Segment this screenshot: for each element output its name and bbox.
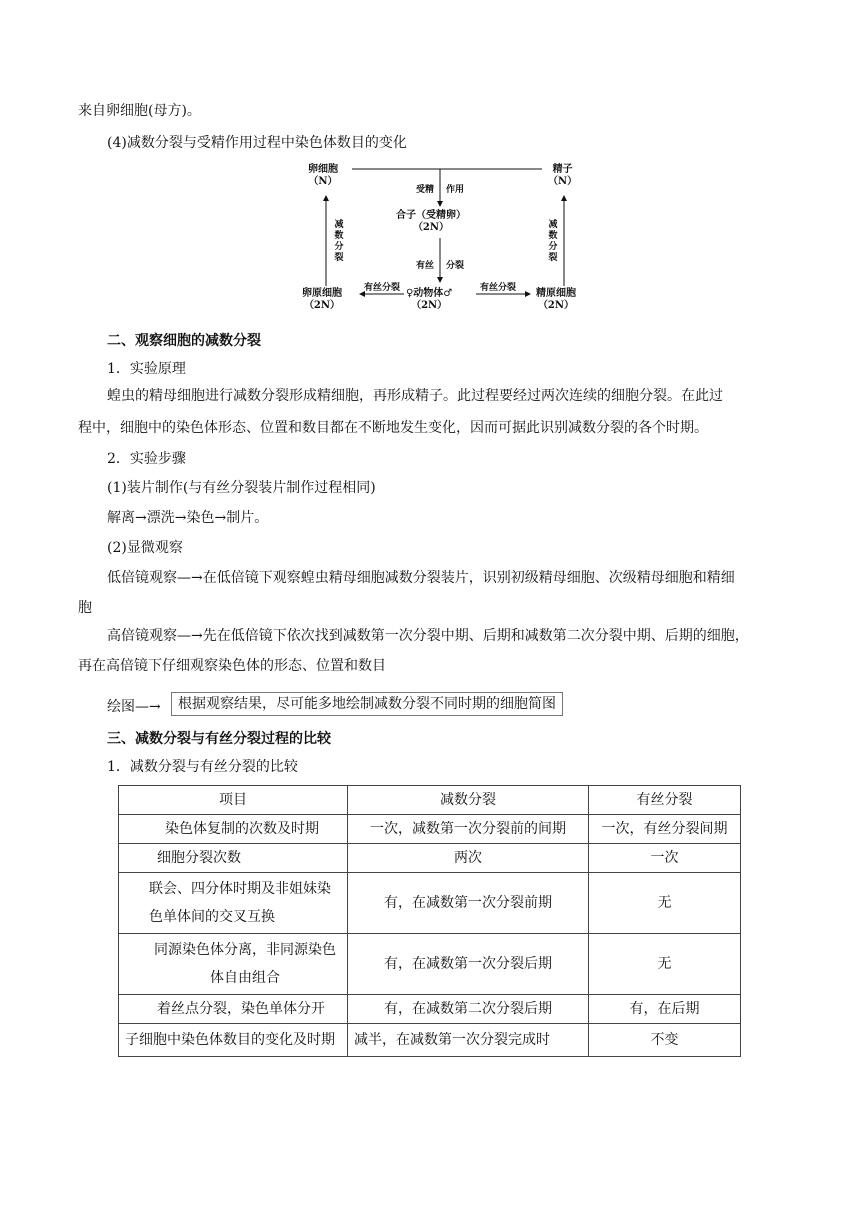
paragraph-1a: 蝗虫的精母细胞进行减数分裂形成精细胞，再形成精子。此过程要经过两次连续的细胞分裂。在此过 (107, 388, 723, 404)
paragraph-1b: 程中，细胞中的染色体形态、位置和数目都在不断地发生变化，因而可据此识别减数分裂的各个时期。 (78, 420, 708, 436)
sperm-node: 精子 （N） (548, 164, 578, 187)
table-cell: 联会、四分体时期及非姐妹染色单体间的交叉互换 (119, 873, 348, 934)
table-cell: 两次 (348, 844, 589, 873)
egg-cell-node: 卵细胞 （N） (308, 164, 338, 187)
section-subtitle: (4)减数分裂与受精作用过程中染色体数目的变化 (107, 135, 407, 151)
fertilization-label-b: 作用 (446, 185, 465, 195)
oogonium-node: 卵原细胞 （2N） (302, 288, 342, 311)
subsection-2: 2．实验步骤 (107, 451, 186, 467)
table-row (119, 995, 741, 1024)
table-cell: 减半，在减数第一次分裂完成时 (348, 1024, 589, 1057)
table-header-cell: 有丝分裂 (589, 786, 741, 815)
text-line: 来自卵细胞(母方)。 (78, 103, 201, 119)
table-cell: 着丝点分裂，染色单体分开 (119, 995, 348, 1024)
table-header-row (119, 786, 741, 815)
spermatogonium-node: 精原细胞 （2N） (536, 288, 576, 311)
table-row (119, 815, 741, 844)
table-cell: 无 (589, 934, 741, 995)
animal-node: ♀动物体♂ （2N） (406, 288, 453, 311)
mitosis-left-label: 有丝分裂 (364, 283, 401, 293)
paragraph-2b: 胞 (78, 600, 92, 616)
table-header-cell: 减数分裂 (348, 786, 589, 815)
comparison-table (118, 785, 741, 1057)
table-row (119, 844, 741, 873)
table-cell: 有，在减数第二次分裂后期 (348, 995, 589, 1024)
table-cell: 有，在减数第一次分裂后期 (348, 934, 589, 995)
table-row (119, 873, 741, 934)
step-2: (2)显微观察 (107, 540, 183, 556)
fertilization-label-a: 受精 (416, 185, 435, 195)
table-cell: 染色体复制的次数及时期 (119, 815, 348, 844)
zygote-node: 合子（受精卵） （2N） (396, 210, 466, 233)
table-cell: 子细胞中染色体数目的变化及时期 (119, 1024, 348, 1057)
table-header-cell: 项目 (119, 786, 348, 815)
table-cell: 同源染色体分离，非同源染色体自由组合 (119, 934, 348, 995)
table-row (119, 1024, 741, 1057)
mitosis-right-label: 有丝分裂 (480, 283, 517, 293)
paragraph-2a: 低倍镜观察—→在低倍镜下观察蝗虫精母细胞减数分裂装片，识别初级精母细胞、次级精母细胞和精细 (107, 570, 735, 586)
draw-label: 绘图—→ (107, 699, 161, 715)
zygote-mitosis-label-a: 有丝 (416, 261, 435, 271)
subsection-3: 1．减数分裂与有丝分裂的比较 (107, 759, 298, 775)
table-cell: 有，在后期 (589, 995, 741, 1024)
paragraph-3b: 再在高倍镜下仔细观察染色体的形态、位置和数目 (78, 658, 386, 674)
subsection-1: 1．实验原理 (107, 361, 186, 377)
chromosome-number-diagram (296, 158, 592, 320)
table-cell: 一次，减数第一次分裂前的间期 (348, 815, 589, 844)
table-row (119, 934, 741, 995)
table-cell: 无 (589, 873, 741, 934)
table-cell: 一次，有丝分裂间期 (589, 815, 741, 844)
zygote-mitosis-label-b: 分裂 (446, 261, 465, 271)
paragraph-3a: 高倍镜观察—→先在低倍镜下依次找到减数第一次分裂中期、后期和减数第二次分裂中期、后期的细胞， (107, 628, 749, 644)
draw-instruction-box: 根据观察结果，尽可能多地绘制减数分裂不同时期的细胞简图 (171, 692, 563, 716)
meiosis-right-label: 减数分裂 (548, 220, 558, 263)
step-1: (1)装片制作(与有丝分裂装片制作过程相同) (107, 480, 376, 496)
step-1-detail: 解离→漂洗→染色→制片。 (107, 510, 269, 526)
meiosis-left-label: 减数分裂 (334, 220, 344, 263)
table-cell: 有，在减数第一次分裂前期 (348, 873, 589, 934)
table-cell: 不变 (589, 1024, 741, 1057)
table-cell: 细胞分裂次数 (119, 844, 348, 873)
table-cell: 一次 (589, 844, 741, 873)
section-heading-2: 二、观察细胞的减数分裂 (107, 333, 261, 349)
section-heading-3: 三、减数分裂与有丝分裂过程的比较 (107, 731, 331, 747)
